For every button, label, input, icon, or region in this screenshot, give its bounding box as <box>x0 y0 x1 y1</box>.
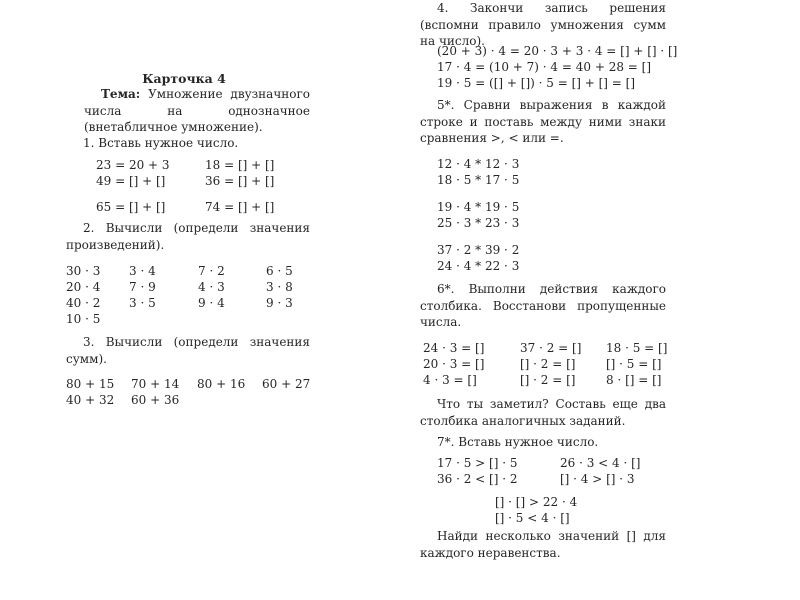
task-3-cell: 80 + 15 <box>66 377 115 391</box>
task-1-cell: 74 = [] + [] <box>205 200 275 214</box>
task-2-cell: 10 · 5 <box>66 312 101 326</box>
task-3-cell: 60 + 27 <box>262 377 311 391</box>
task-2-cell: 9 · 4 <box>198 296 225 310</box>
task-6-heading: 6*. Выполни действия каждого столбика. Восстанови пропущенные числа. <box>420 282 666 329</box>
task-3-cell: 80 + 16 <box>197 377 246 391</box>
task-4-row: 17 · 4 = (10 + 7) · 4 = 40 + 28 = [] <box>437 60 652 74</box>
task-6-question: Что ты заметил? Составь еще два столбика аналогичных заданий. <box>420 397 666 428</box>
task-7-cell: [] · 4 > [] · 3 <box>560 472 635 486</box>
task-1-heading: 1. Вставь нужное число. <box>83 136 239 150</box>
task-3-cell: 60 + 36 <box>131 393 180 407</box>
task-2-cell: 3 · 4 <box>129 264 156 278</box>
task-3-cell: 70 + 14 <box>131 377 180 391</box>
task-6-cell: 18 · 5 = [] <box>606 341 668 355</box>
task-2-cell: 6 · 5 <box>266 264 293 278</box>
task-2-cell: 4 · 3 <box>198 280 225 294</box>
task-3-heading: 3. Вычисли (определи значения сумм). <box>66 335 310 366</box>
task-1-cell: 18 = [] + [] <box>205 158 275 172</box>
topic-paragraph <box>84 86 310 136</box>
task-4-row: (20 + 3) · 4 = 20 · 3 + 3 · 4 = [] + [] · [] <box>437 44 678 58</box>
task-4-heading: 4. Закончи запись решения (вспомни правило умножения сумм на число). <box>420 1 666 48</box>
task-2-cell: 3 · 5 <box>129 296 156 310</box>
task-7-cell: 26 · 3 < 4 · [] <box>560 456 641 470</box>
task-5-row: 24 · 4 * 22 · 3 <box>437 259 520 273</box>
topic-text: Умножение двузначного числа на однозначное (внетабличное умножение). <box>84 87 310 134</box>
task-3-cell: 40 + 32 <box>66 393 115 407</box>
task-2-cell: 3 · 8 <box>266 280 293 294</box>
task-7-cell: [] · [] > 22 · 4 <box>495 495 578 509</box>
task-6-cell: [] · 2 = [] <box>520 357 576 371</box>
task-4-row: 19 · 5 = ([] + []) · 5 = [] + [] = [] <box>437 76 636 90</box>
task-5-row: 25 · 3 * 23 · 3 <box>437 216 520 230</box>
task-2-cell: 30 · 3 <box>66 264 101 278</box>
task-6-cell: [] · 5 = [] <box>606 357 662 371</box>
task-5-row: 18 · 5 * 17 · 5 <box>437 173 520 187</box>
task-6-cell: [] · 2 = [] <box>520 373 576 387</box>
task-2-cell: 40 · 2 <box>66 296 101 310</box>
task-5-heading: 5*. Сравни выражения в каждой строке и поставь между ними знаки сравнения >, < или =. <box>420 98 666 145</box>
task-2-cell: 7 · 9 <box>129 280 156 294</box>
task-2-cell: 9 · 3 <box>266 296 293 310</box>
task-6-cell: 24 · 3 = [] <box>423 341 485 355</box>
task-2-heading: 2. Вычисли (определи значения произведений). <box>66 221 310 252</box>
task-5-row: 12 · 4 * 12 · 3 <box>437 157 520 171</box>
task-2-cell: 20 · 4 <box>66 280 101 294</box>
task-2-cell: 7 · 2 <box>198 264 225 278</box>
task-7-question: Найди несколько значений [] для каждого неравенства. <box>420 529 666 560</box>
task-1-cell: 23 = 20 + 3 <box>96 158 170 172</box>
topic-label: Тема: <box>101 87 141 101</box>
task-1-cell: 65 = [] + [] <box>96 200 166 214</box>
task-1-cell: 36 = [] + [] <box>205 174 275 188</box>
task-5-row: 19 · 4 * 19 · 5 <box>437 200 520 214</box>
task-1-cell: 49 = [] + [] <box>96 174 166 188</box>
task-7-cell: [] · 5 < 4 · [] <box>495 511 570 525</box>
task-6-cell: 8 · [] = [] <box>606 373 662 387</box>
task-7-heading: 7*. Вставь нужное число. <box>437 435 599 449</box>
task-7-cell: 17 · 5 > [] · 5 <box>437 456 518 470</box>
task-5-row: 37 · 2 * 39 · 2 <box>437 243 520 257</box>
task-6-cell: 20 · 3 = [] <box>423 357 485 371</box>
task-6-cell: 37 · 2 = [] <box>520 341 582 355</box>
task-6-cell: 4 · 3 = [] <box>423 373 477 387</box>
task-7-cell: 36 · 2 < [] · 2 <box>437 472 518 486</box>
card-title: Карточка 4 <box>142 71 226 86</box>
